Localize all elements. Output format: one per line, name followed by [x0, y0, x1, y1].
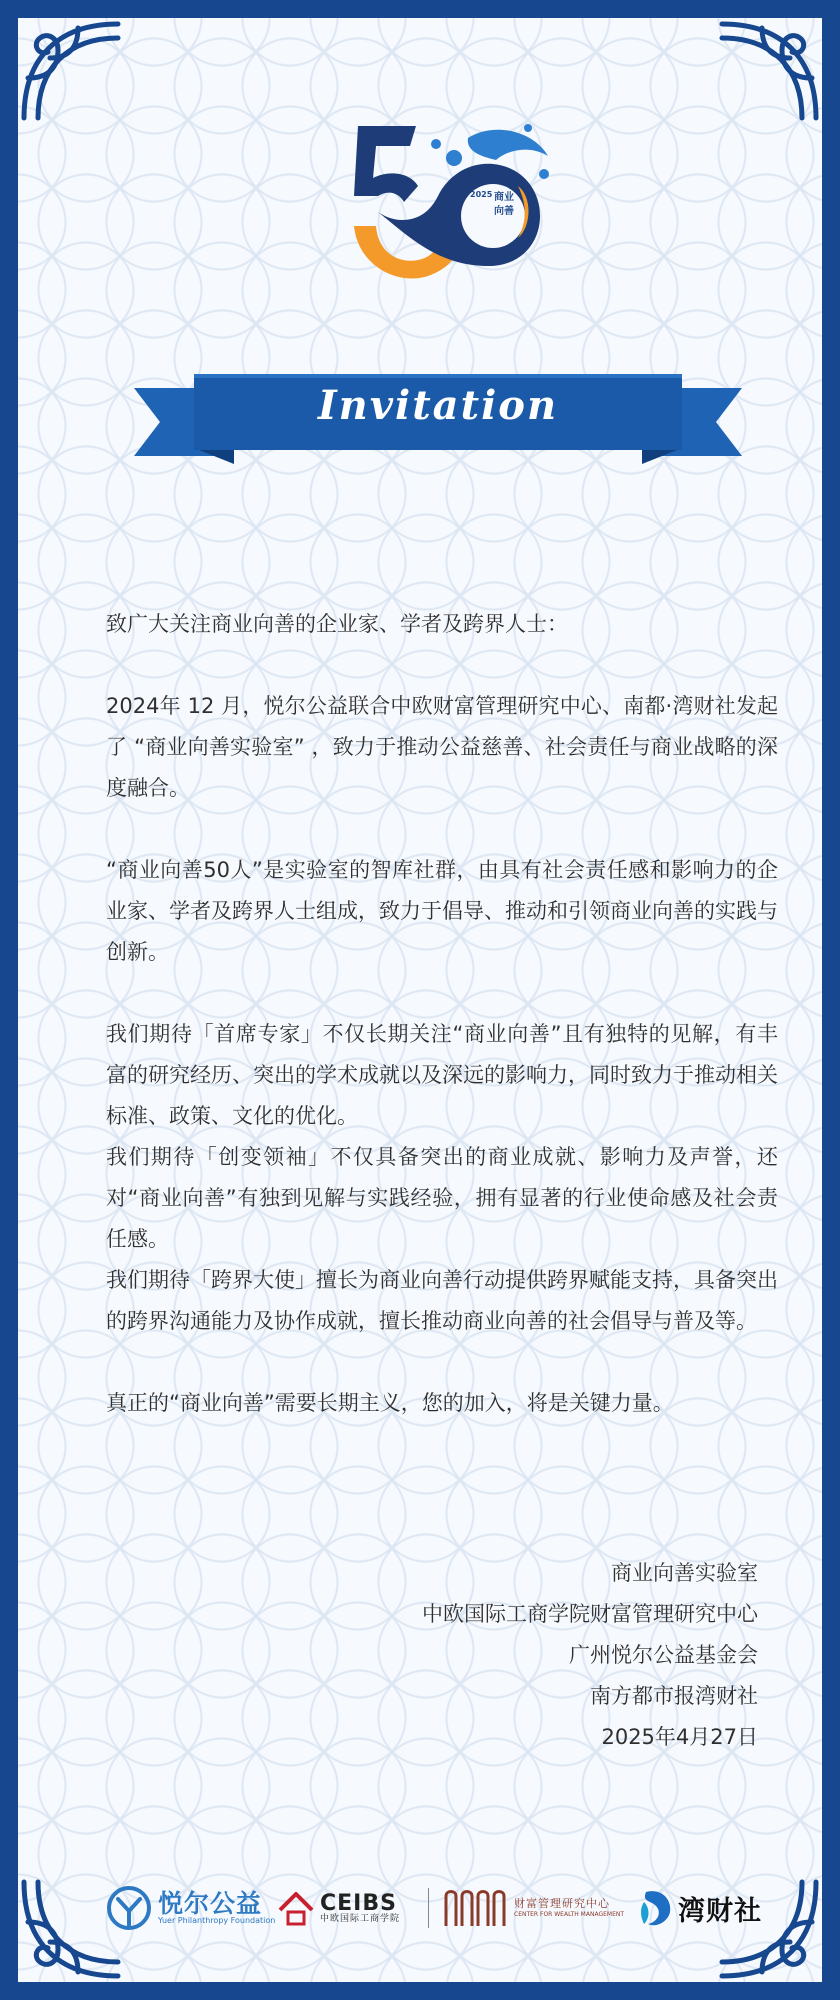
signature-org-1: 商业向善实验室 — [611, 1561, 758, 1585]
signature-date: 2025年4月27日 — [601, 1725, 758, 1749]
wancai-name-cn: 湾财社 — [678, 1895, 762, 1927]
ceibs-mark-icon — [276, 1888, 316, 1928]
invitation-ribbon-banner — [134, 374, 742, 470]
yuer-mark-icon — [106, 1885, 152, 1931]
cwm-mark-icon — [442, 1886, 508, 1930]
letter-closing: 真正的“商业向善”需要长期主义，您的加入，将是关键力量。 — [106, 1391, 674, 1415]
signature-org-2: 中欧国际工商学院财富管理研究中心 — [422, 1602, 758, 1626]
letter-body — [106, 604, 778, 1424]
cwm-name-en: CENTER FOR WEALTH MANAGEMENT — [514, 1911, 625, 1919]
letter-paragraph-2: “商业向善50人”是实验室的智库社群，由具有社会责任感和影响力的企业家、学者及跨界人士组成，致力于倡导、推动和引领商业向善的实践与创新。 — [106, 858, 778, 964]
footer-divider — [428, 1888, 429, 1928]
yuer-name-en: Yuer Philanthropy Foundation — [158, 1916, 276, 1926]
letter-signature — [422, 1553, 758, 1758]
ceibs-name-en: CEIBS — [320, 1890, 397, 1916]
banner-title: Invitation — [317, 382, 559, 429]
signature-org-4: 南方都市报湾财社 — [590, 1684, 758, 1708]
corner-ornament-top-right — [712, 18, 822, 128]
anniversary-50-logo — [318, 116, 558, 306]
partner-logos-footer — [18, 1878, 822, 1938]
letter-greeting: 致广大关注商业向善的企业家、学者及跨界人士： — [106, 612, 568, 636]
logo-year: 2025 — [470, 190, 493, 199]
expectation-chief-expert: 我们期待「首席专家」不仅长期关注“商业向善”且有独特的见解，有丰富的研究经历、突出的学术成就以及深远的影响力，同时致力于推动相关标准、政策、文化的优化。 — [106, 1022, 778, 1128]
logo-name-line2: 向善 — [494, 206, 514, 217]
yuer-logo — [106, 1878, 275, 1938]
signature-org-3: 广州悦尔公益基金会 — [569, 1643, 758, 1667]
wancai-logo — [640, 1878, 762, 1938]
cwm-name-cn: 财富管理研究中心 — [514, 1896, 610, 1910]
wancai-mark-icon — [640, 1888, 674, 1928]
letter-paragraph-1: 2024年 12 月，悦尔公益联合中欧财富管理研究中心、南都·湾财社发起了 “商业向善实验室” ，致力于推动公益慈善、社会责任与商业战略的深度融合。 — [106, 694, 778, 800]
corner-ornament-top-left — [18, 18, 128, 128]
yuer-name-cn: 悦尔公益 — [158, 1888, 263, 1918]
expectation-crossover-ambassador: 我们期待「跨界大使」擅长为商业向善行动提供跨界赋能支持，具备突出的跨界沟通能力及协作成就，擅长推动商业向善的社会倡导与普及等。 — [106, 1268, 778, 1333]
ceibs-name-cn: 中欧国际工商学院 — [320, 1913, 401, 1924]
expectation-change-leader: 我们期待「创变领袖」不仅具备突出的商业成就、影响力及声誉，还对“商业向善”有独到见解与实践经验，拥有显著的行业使命感及社会责任感。 — [106, 1145, 778, 1251]
ceibs-logo — [276, 1878, 400, 1938]
logo-name-line1: 商业 — [494, 192, 514, 203]
invitation-paper — [18, 18, 822, 1982]
cwm-logo — [442, 1878, 624, 1938]
